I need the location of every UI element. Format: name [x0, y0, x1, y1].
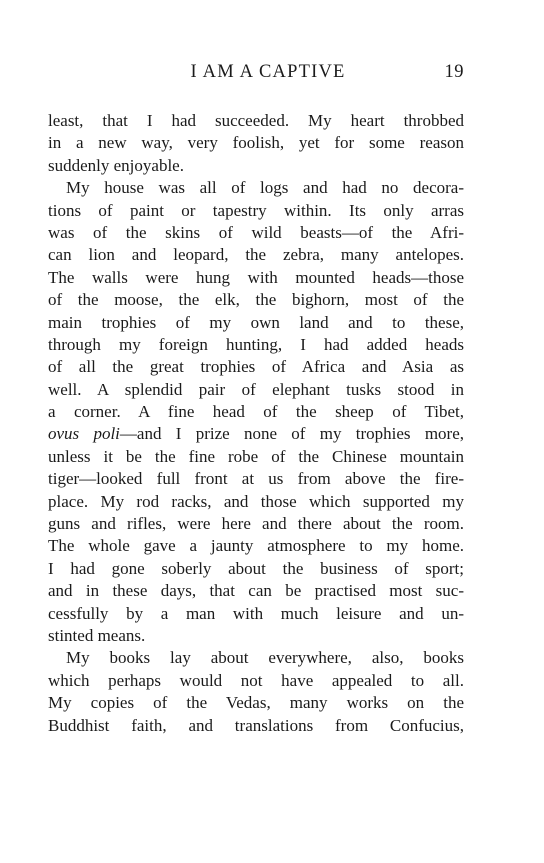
text-line: stinted means.	[48, 625, 146, 645]
text-line: least, that I had succeeded. My heart throbbed	[48, 111, 464, 130]
text-line: The walls were hung with mounted heads—those	[48, 267, 464, 287]
running-title: I AM A CAPTIVE	[190, 62, 346, 82]
text-line: tions of paint or tapestry within. Its only arras	[48, 200, 464, 220]
text-line: cessfully by a man with much leisure and un-	[48, 603, 464, 623]
text-line: main trophies of my own land and to these,	[48, 312, 464, 332]
text-line: guns and rifles, were here and there about the room.	[48, 514, 464, 534]
text-line: of all the great trophies of Africa and Asia as	[48, 357, 464, 377]
text-line: can lion and leopard, the zebra, many antelopes.	[48, 245, 464, 265]
text-line: Buddhist faith, and translations from Confucius,	[48, 715, 464, 735]
text-line: The whole gave a jaunty atmosphere to my home.	[48, 536, 464, 556]
text-line: place. My rod racks, and those which supported my	[48, 491, 464, 511]
text-line: My books lay about everywhere, also, books	[66, 648, 464, 668]
text-line: I had gone soberly about the business of sport;	[48, 558, 464, 578]
text-line: well. A splendid pair of elephant tusks stood in	[48, 379, 464, 399]
text-line: unless it be the fine robe of the Chinese mountain	[48, 446, 464, 466]
text-line	[48, 423, 464, 445]
text-line: suddenly enjoyable.	[48, 155, 184, 175]
text-line: of the moose, the elk, the bighorn, most of the	[48, 290, 464, 310]
text-line: through my foreign hunting, I had added heads	[48, 334, 464, 354]
text-line: a corner. A fine head of the sheep of Tibet,	[48, 402, 464, 422]
text-line-rest: —and I prize none of my trophies more,	[119, 424, 465, 444]
text-line: which perhaps would not have appealed to all.	[48, 670, 464, 690]
page-header	[48, 62, 464, 88]
text-line: and in these days, that can be practised most suc-	[48, 581, 464, 601]
italic-phrase: ovus poli	[48, 424, 120, 444]
text-line: tiger—looked full front at us from above the fire-	[48, 469, 464, 489]
page-number: 19	[444, 62, 464, 82]
text-line: My house was all of logs and had no decora-	[66, 178, 464, 198]
text-line: My copies of the Vedas, many works on the	[48, 693, 464, 713]
text-line: in a new way, very foolish, yet for some reason	[48, 133, 464, 153]
body-text	[48, 110, 464, 737]
text-line: was of the skins of wild beasts—of the Afri-	[48, 222, 464, 242]
